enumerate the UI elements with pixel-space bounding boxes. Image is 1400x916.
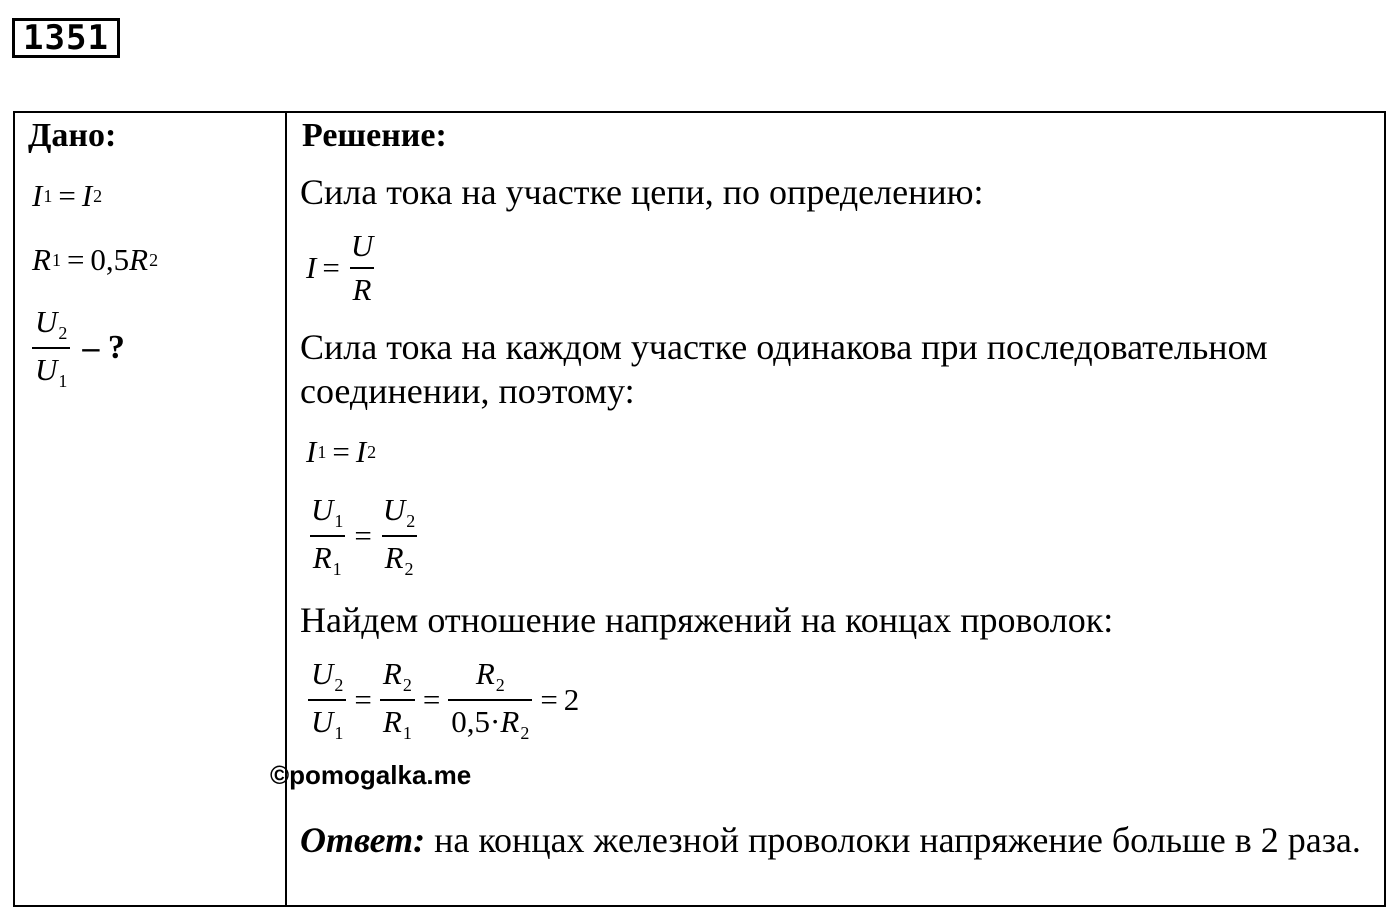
find-question: – ? (82, 329, 125, 366)
solution-line-2: Сила тока на каждом участке одинакова при последовательном (300, 327, 1268, 367)
answer-text: на концах железной проволоки напряжение больше в 2 раза. (425, 820, 1361, 860)
solution-heading: Решение: (302, 117, 447, 154)
formula-voltage-ratio: $\frac{U_2}{U_1}$ = $\frac{R_2}{R_1}$ = $\frac{R_2}{0,5\cdot R_2}$ = 2 (306, 656, 579, 744)
formula-ratio-equality: $\frac{U_1}{R_1}$ = $\frac{U_2}{R_2}$ (311, 492, 416, 579)
given-find: $\frac{U_2}{U_1}$ – ? (30, 304, 125, 392)
solution-table (13, 111, 1386, 907)
problem-number: 1351 (12, 18, 120, 58)
solution-line-3: соединении, поэтому: (300, 371, 635, 411)
formula-ohm-law: I = $\frac{U}{R}$ (306, 228, 374, 307)
answer-label: Ответ: (300, 820, 426, 860)
answer-block (300, 818, 1370, 862)
given-formula-currents: I 1 = I 2 (32, 178, 103, 213)
given-formula-resistances: R 1 = 0,5 R 2 (32, 242, 159, 277)
given-heading: Дано: (28, 117, 117, 154)
solution-line-4: Найдем отношение напряжений на концах проволок: (300, 600, 1114, 640)
formula-equal-currents: I 1 = I 2 (306, 434, 377, 469)
ratio-result: 2 (563, 682, 580, 717)
watermark: ©pomogalka.me (270, 760, 472, 790)
solution-line-1: Сила тока на участке цепи, по определению: (300, 172, 984, 212)
